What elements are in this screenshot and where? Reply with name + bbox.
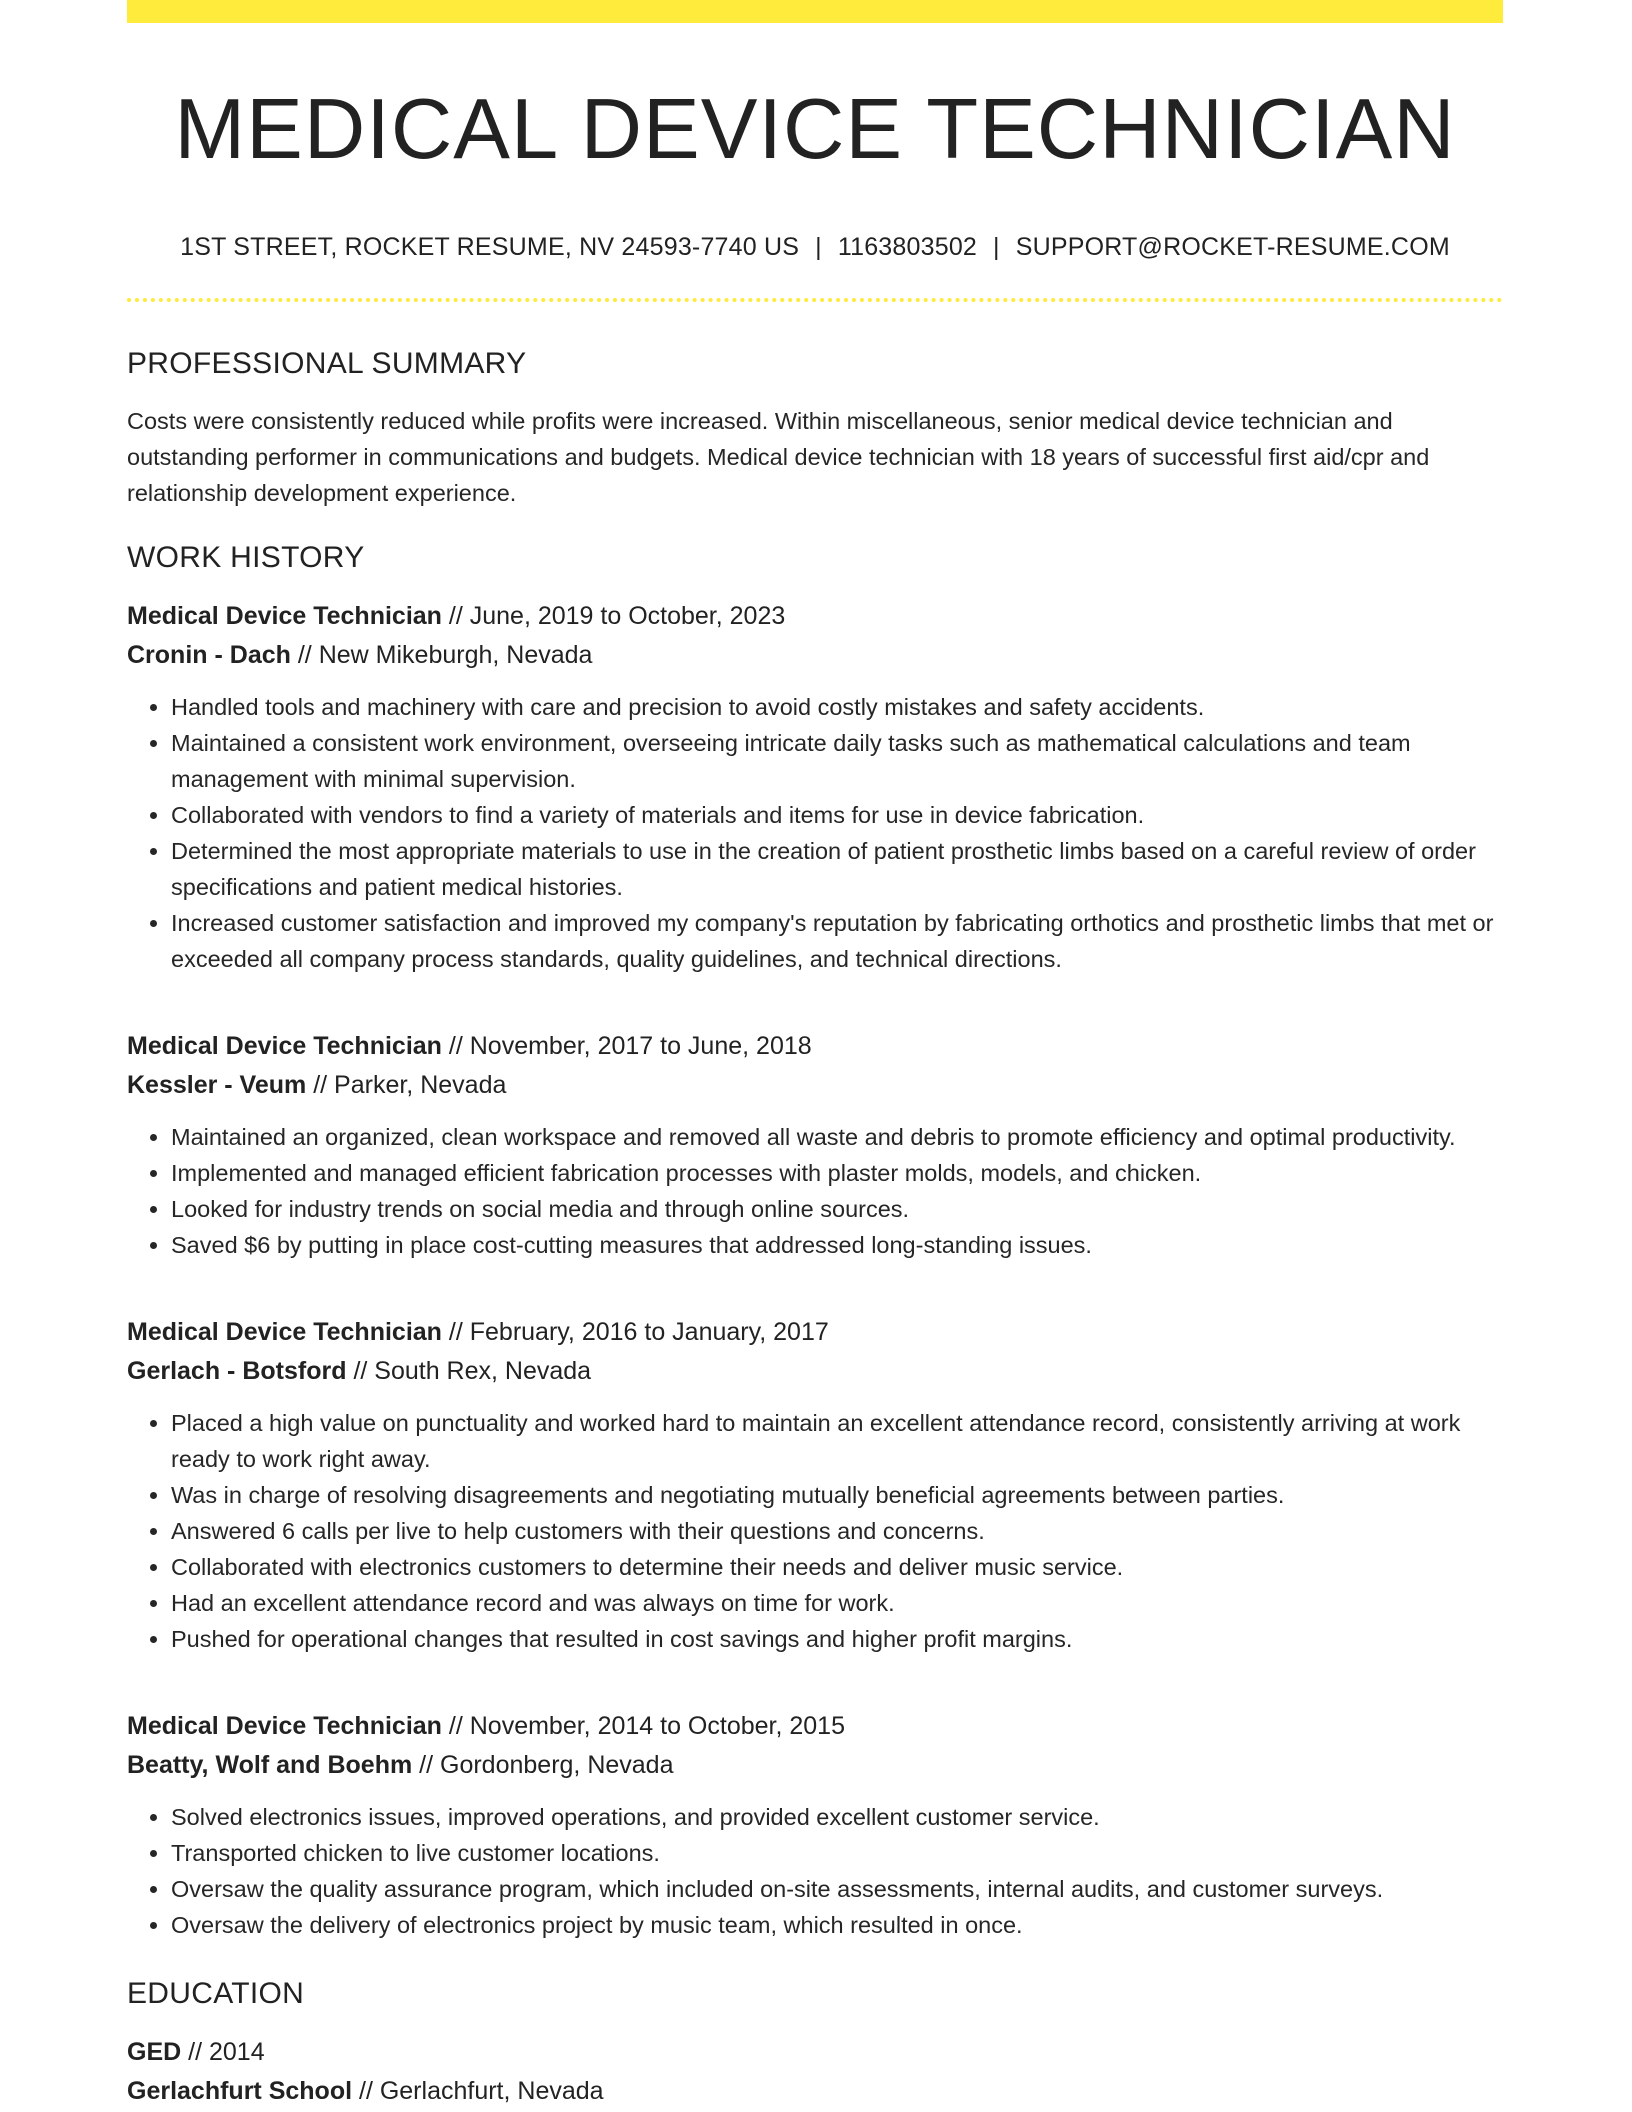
job-dates: // November, 2017 to June, 2018: [448, 1031, 812, 1060]
job-company-line: [127, 636, 1503, 675]
job-bullet: • Pushed for operational changes that resulted in cost savings and higher profit margins.: [171, 1621, 1503, 1657]
contact-phone: 1163803502: [837, 232, 978, 261]
job-bullet-list: [127, 1119, 1503, 1263]
dotted-divider: [127, 298, 1503, 302]
job-title-line: [127, 597, 1503, 636]
job-company: Beatty, Wolf and Boehm: [127, 1750, 413, 1779]
job-company-line: [127, 1066, 1503, 1105]
job-company-line: [127, 1352, 1503, 1391]
job-title-line: [127, 1313, 1503, 1352]
contact-email: SUPPORT@ROCKET-RESUME.COM: [1015, 232, 1450, 261]
job-dates: // November, 2014 to October, 2015: [448, 1711, 845, 1740]
contact-separator: |: [993, 232, 1000, 261]
job-bullet: • Answered 6 calls per live to help customers with their questions and concerns.: [171, 1513, 1503, 1549]
job-bullet: • Oversaw the quality assurance program, which included on-site assessments, internal audits, and customer surveys.: [171, 1871, 1503, 1907]
contact-address: 1ST STREET, ROCKET RESUME, NV 24593-7740 US: [180, 232, 800, 261]
contact-separator: |: [815, 232, 822, 261]
job-bullet: • Was in charge of resolving disagreements and negotiating mutually beneficial agreements between parties.: [171, 1477, 1503, 1513]
education-heading: EDUCATION: [127, 1976, 305, 2010]
job-bullet-list: [127, 1799, 1503, 1943]
job-bullet: • Maintained a consistent work environment, overseeing intricate daily tasks such as mathematical calculations and team management with minimal supervision.: [171, 725, 1503, 797]
education-year: // 2014: [188, 2037, 265, 2066]
job-location: // Parker, Nevada: [313, 1070, 507, 1099]
job-bullet-list: [127, 689, 1503, 977]
top-accent-bar: [127, 0, 1503, 23]
job-company-line: [127, 1746, 1503, 1785]
job-entry: [127, 1707, 1503, 1943]
job-title: Medical Device Technician: [127, 1031, 442, 1060]
job-bullet: • Had an excellent attendance record and was always on time for work.: [171, 1585, 1503, 1621]
job-title: Medical Device Technician: [127, 601, 442, 630]
summary-text: Costs were consistently reduced while profits were increased. Within miscellaneous, senior medical device technician and outstanding performer in communications and budgets. Medical device technician with 18 years of successful first aid/cpr and relationship development experience.: [127, 407, 1430, 506]
resume-page: [127, 0, 1503, 2111]
job-bullet: • Looked for industry trends on social media and through online sources.: [171, 1191, 1503, 1227]
job-company: Cronin - Dach: [127, 640, 291, 669]
job-entry: [127, 1027, 1503, 1263]
job-location: // Gordonberg, Nevada: [419, 1750, 674, 1779]
resume-title: MEDICAL DEVICE TECHNICIAN: [174, 82, 1456, 177]
job-location: // New Mikeburgh, Nevada: [297, 640, 593, 669]
education-school: Gerlachfurt School: [127, 2076, 353, 2105]
job-bullet: • Placed a high value on punctuality and worked hard to maintain an excellent attendance record, consistently arriving at work ready to work right away.: [171, 1405, 1503, 1477]
job-location: // South Rex, Nevada: [353, 1356, 592, 1385]
job-entry: [127, 1313, 1503, 1657]
job-bullet: • Oversaw the delivery of electronics project by music team, which resulted in once.: [171, 1907, 1503, 1943]
job-company: Gerlach - Botsford: [127, 1356, 347, 1385]
job-bullet: • Collaborated with electronics customers to determine their needs and deliver music service.: [171, 1549, 1503, 1585]
job-bullet: • Handled tools and machinery with care and precision to avoid costly mistakes and safety accidents.: [171, 689, 1503, 725]
job-bullet: • Implemented and managed efficient fabrication processes with plaster molds, models, and chicken.: [171, 1155, 1503, 1191]
job-bullet: • Collaborated with vendors to find a variety of materials and items for use in device fabrication.: [171, 797, 1503, 833]
education-location: // Gerlachfurt, Nevada: [359, 2076, 604, 2105]
job-dates: // February, 2016 to January, 2017: [448, 1317, 829, 1346]
job-company: Kessler - Veum: [127, 1070, 307, 1099]
job-title-line: [127, 1707, 1503, 1746]
education-entry: [127, 2033, 1503, 2111]
job-dates: // June, 2019 to October, 2023: [448, 601, 786, 630]
job-bullet-list: [127, 1405, 1503, 1657]
job-bullet: • Solved electronics issues, improved operations, and provided excellent customer service.: [171, 1799, 1503, 1835]
education-degree-line: [127, 2033, 1503, 2072]
job-bullet: • Determined the most appropriate materials to use in the creation of patient prosthetic limbs based on a careful review of order specifications and patient medical histories.: [171, 833, 1503, 905]
work-history-heading: WORK HISTORY: [127, 540, 365, 574]
job-entry: [127, 597, 1503, 977]
education-degree: GED: [127, 2037, 182, 2066]
summary-heading: PROFESSIONAL SUMMARY: [127, 346, 527, 380]
job-bullet: • Maintained an organized, clean workspace and removed all waste and debris to promote efficiency and optimal productivity.: [171, 1119, 1503, 1155]
job-title: Medical Device Technician: [127, 1711, 442, 1740]
education-school-line: [127, 2072, 1503, 2111]
contact-line: [127, 233, 1503, 262]
job-bullet: • Saved $6 by putting in place cost-cutting measures that addressed long-standing issues.: [171, 1227, 1503, 1263]
job-bullet: • Increased customer satisfaction and improved my company's reputation by fabricating orthotics and prosthetic limbs that met or exceeded all company process standards, quality guidelines, and technical directions.: [171, 905, 1503, 977]
job-title-line: [127, 1027, 1503, 1066]
job-title: Medical Device Technician: [127, 1317, 442, 1346]
job-bullet: • Transported chicken to live customer locations.: [171, 1835, 1503, 1871]
